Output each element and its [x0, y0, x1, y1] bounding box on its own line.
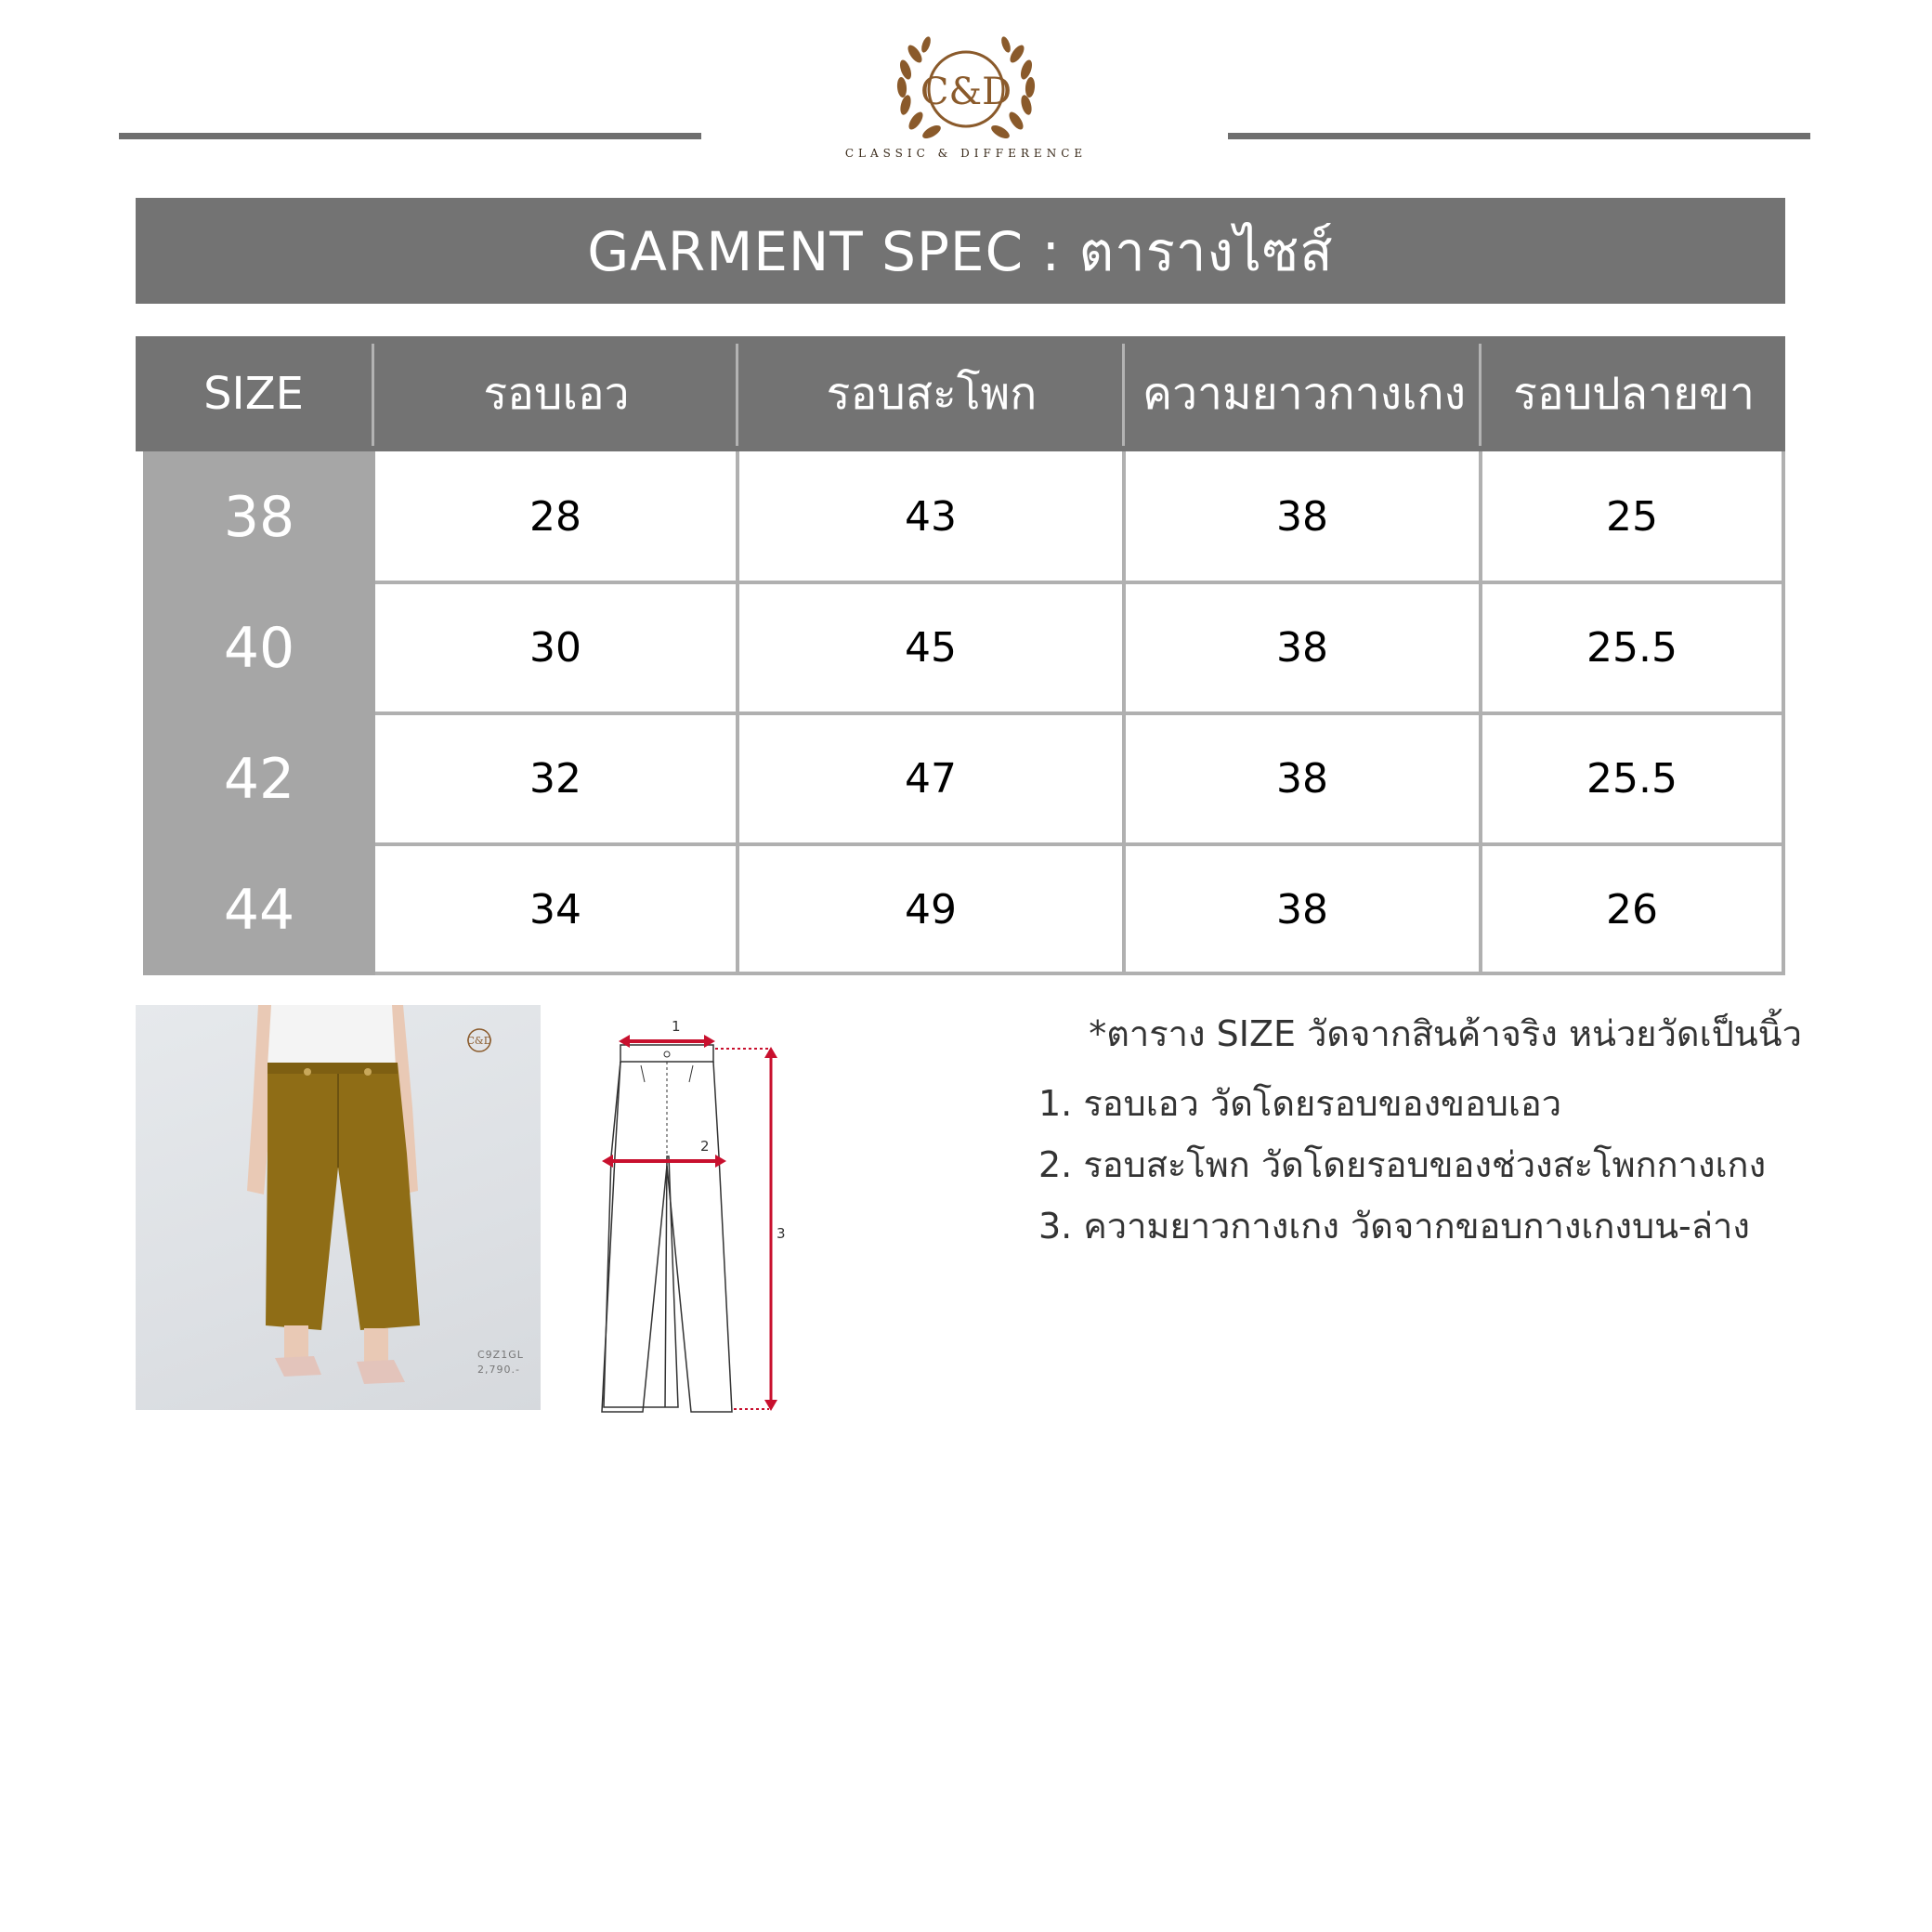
- size-cell: 42: [223, 746, 295, 812]
- header-separator: [1122, 344, 1125, 446]
- hem-cell: 25: [1606, 493, 1658, 541]
- product-code: C9Z1GL: [477, 1349, 524, 1361]
- hip-cell: 47: [905, 755, 957, 803]
- waist-cell: 32: [529, 755, 581, 803]
- notes-heading: *ตาราง SIZE วัดจากสินค้าจริง หน่วยวัดเป็นนิ้ว: [1089, 1013, 1802, 1054]
- waist-cell: 34: [529, 886, 581, 933]
- diagram-label-3: 3: [777, 1225, 786, 1242]
- brand-logo: [887, 19, 1045, 153]
- column-header-hem: รอบปลายขา: [1513, 368, 1755, 420]
- length-cell: 38: [1276, 624, 1328, 672]
- size-cell: 38: [223, 484, 295, 550]
- header-separator: [736, 344, 738, 446]
- measurement-diagram: [585, 1008, 799, 1416]
- column-header-hip: รอบสะโพก: [826, 368, 1038, 420]
- measurement-notes: [1031, 1008, 1802, 1260]
- product-photo: [136, 1005, 541, 1410]
- hem-cell: 25.5: [1586, 624, 1677, 672]
- length-cell: 38: [1276, 886, 1328, 933]
- diagram-label-1: 1: [672, 1018, 681, 1035]
- header-separator: [1479, 344, 1482, 446]
- length-cell: 38: [1276, 493, 1328, 541]
- header-separator: [372, 344, 374, 446]
- size-table: [136, 336, 1785, 975]
- column-header-size: SIZE: [203, 368, 304, 420]
- length-cell: 38: [1276, 755, 1328, 803]
- header-rule-left: [119, 133, 701, 139]
- logo-monogram: C&D: [920, 71, 1012, 113]
- note-item: 2. รอบสะโพก วัดโดยรอบของช่วงสะโพกกางเกง: [1038, 1144, 1767, 1185]
- brand-tagline: CLASSIC & DIFFERENCE: [844, 147, 1088, 160]
- note-item: 1. รอบเอว วัดโดยรอบของขอบเอว: [1038, 1083, 1562, 1124]
- waist-cell: 30: [529, 624, 581, 672]
- diagram-label-2: 2: [700, 1138, 710, 1155]
- note-item: 3. ความยาวกางเกง วัดจากขอบกางเกงบน-ล่าง: [1038, 1206, 1750, 1247]
- hem-cell: 26: [1606, 886, 1658, 933]
- waist-cell: 28: [529, 493, 581, 541]
- column-header-waist: รอบเอว: [483, 368, 630, 420]
- hip-cell: 45: [905, 624, 957, 672]
- photo-logo-monogram: C&D: [466, 1035, 492, 1047]
- size-cell: 40: [223, 615, 295, 681]
- hip-cell: 49: [905, 886, 957, 933]
- hip-cell: 43: [905, 493, 957, 541]
- hem-cell: 25.5: [1586, 755, 1677, 803]
- column-header-length: ความยาวกางเกง: [1142, 368, 1467, 420]
- page-title: GARMENT SPEC : ตารางไซส์: [136, 198, 1785, 304]
- header-rule-right: [1228, 133, 1810, 139]
- product-price: 2,790.-: [477, 1364, 520, 1376]
- size-cell: 44: [223, 877, 295, 943]
